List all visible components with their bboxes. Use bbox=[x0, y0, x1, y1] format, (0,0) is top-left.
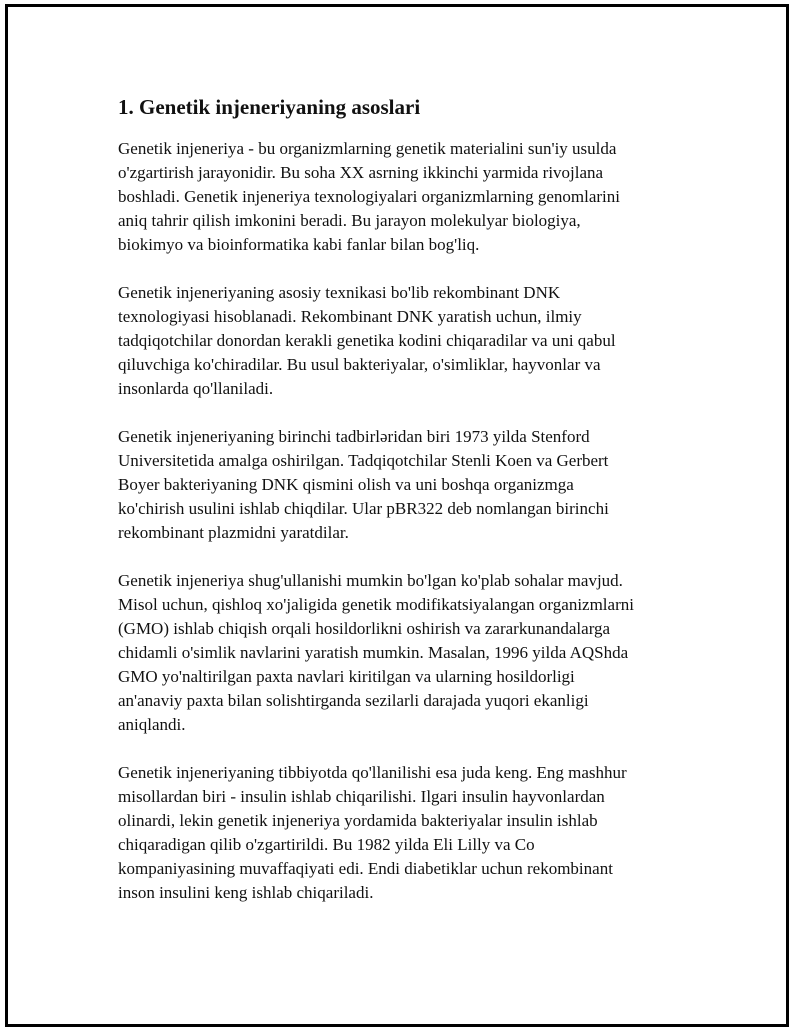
paragraph-5 bbox=[118, 761, 678, 905]
text-line: qiluvchiga ko'chiradilar. Bu usul bakteriyalar, o'simliklar, hayvonlar va bbox=[118, 355, 601, 374]
text-line: kompaniyasining muvaffaqiyati edi. Endi diabetiklar uchun rekombinant bbox=[118, 859, 613, 878]
text-line: Genetik injeneriyaning asosiy texnikasi bo'lib rekombinant DNK bbox=[118, 283, 561, 302]
text-line: inson insulini keng ishlab chiqariladi. bbox=[118, 883, 374, 902]
text-line: rekombinant plazmidni yaratdilar. bbox=[118, 523, 349, 542]
text-line: misollardan biri - insulin ishlab chiqarilishi. Ilgari insulin hayvonlardan bbox=[118, 787, 605, 806]
text-line: aniqlandi. bbox=[118, 715, 186, 734]
text-line: ko'chirish usulini ishlab chiqdilar. Ular pBR322 deb nomlangan birinchi bbox=[118, 499, 609, 518]
text-line: chidamli o'simlik navlarini yaratish mumkin. Masalan, 1996 yilda AQShda bbox=[118, 643, 629, 662]
text-line: Boyer bakteriyaning DNK qismini olish va uni boshqa organizmga bbox=[118, 475, 574, 494]
paragraph-2 bbox=[118, 281, 678, 401]
paragraph-1 bbox=[118, 137, 678, 257]
document-body bbox=[118, 94, 678, 929]
text-line: Universitetida amalga oshirilgan. Tadqiqotchilar Stenli Koen va Gerbert bbox=[118, 451, 609, 470]
text-line: insonlarda qo'llaniladi. bbox=[118, 379, 274, 398]
text-line: tadqiqotchilar donordan kerakli genetika kodini chiqaradilar va uni qabul bbox=[118, 331, 616, 350]
text-line: chiqaradigan qilib o'zgartirildi. Bu 1982 yilda Eli Lilly va Co bbox=[118, 835, 535, 854]
paragraph-4 bbox=[118, 569, 678, 737]
text-line: Genetik injeneriyaning tibbiyotda qo'llanilishi esa juda keng. Eng mashhur bbox=[118, 763, 627, 782]
text-line: boshladi. Genetik injeneriya texnologiyalari organizmlarning genomlarini bbox=[118, 187, 620, 206]
text-line: Genetik injeneriya shug'ullanishi mumkin bo'lgan ko'plab sohalar mavjud. bbox=[118, 571, 623, 590]
text-line: aniq tahrir qilish imkonini beradi. Bu jarayon molekulyar biologiya, bbox=[118, 211, 581, 230]
paragraph-3 bbox=[118, 425, 678, 545]
section-heading: 1. Genetik injeneriyaning asoslari bbox=[118, 95, 421, 119]
text-line: an'anaviy paxta bilan solishtirganda sezilarli darajada yuqori ekanligi bbox=[118, 691, 589, 710]
text-line: Misol uchun, qishloq xo'jaligida genetik modifikatsiyalangan organizmlarni bbox=[118, 595, 634, 614]
text-line: olinardi, lekin genetik injeneriya yordamida bakteriyalar insulin ishlab bbox=[118, 811, 598, 830]
text-line: o'zgartirish jarayonidir. Bu soha XX asrning ikkinchi yarmida rivojlana bbox=[118, 163, 604, 182]
text-line: texnologiyasi hisoblanadi. Rekombinant DNK yaratish uchun, ilmiy bbox=[118, 307, 582, 326]
text-line: biokimyo va bioinformatika kabi fanlar bilan bog'liq. bbox=[118, 235, 480, 254]
text-line: (GMO) ishlab chiqish orqali hosildorlikni oshirish va zararkunandalarga bbox=[118, 619, 611, 638]
text-line: GMO yo'naltirilgan paxta navlari kiritilgan va ularning hosildorligi bbox=[118, 667, 575, 686]
text-line: Genetik injeneriya - bu organizmlarning genetik materialini sun'iy usulda bbox=[118, 139, 617, 158]
text-line: Genetik injeneriyaning birinchi tadbirləridan biri 1973 yilda Stenford bbox=[118, 427, 590, 446]
